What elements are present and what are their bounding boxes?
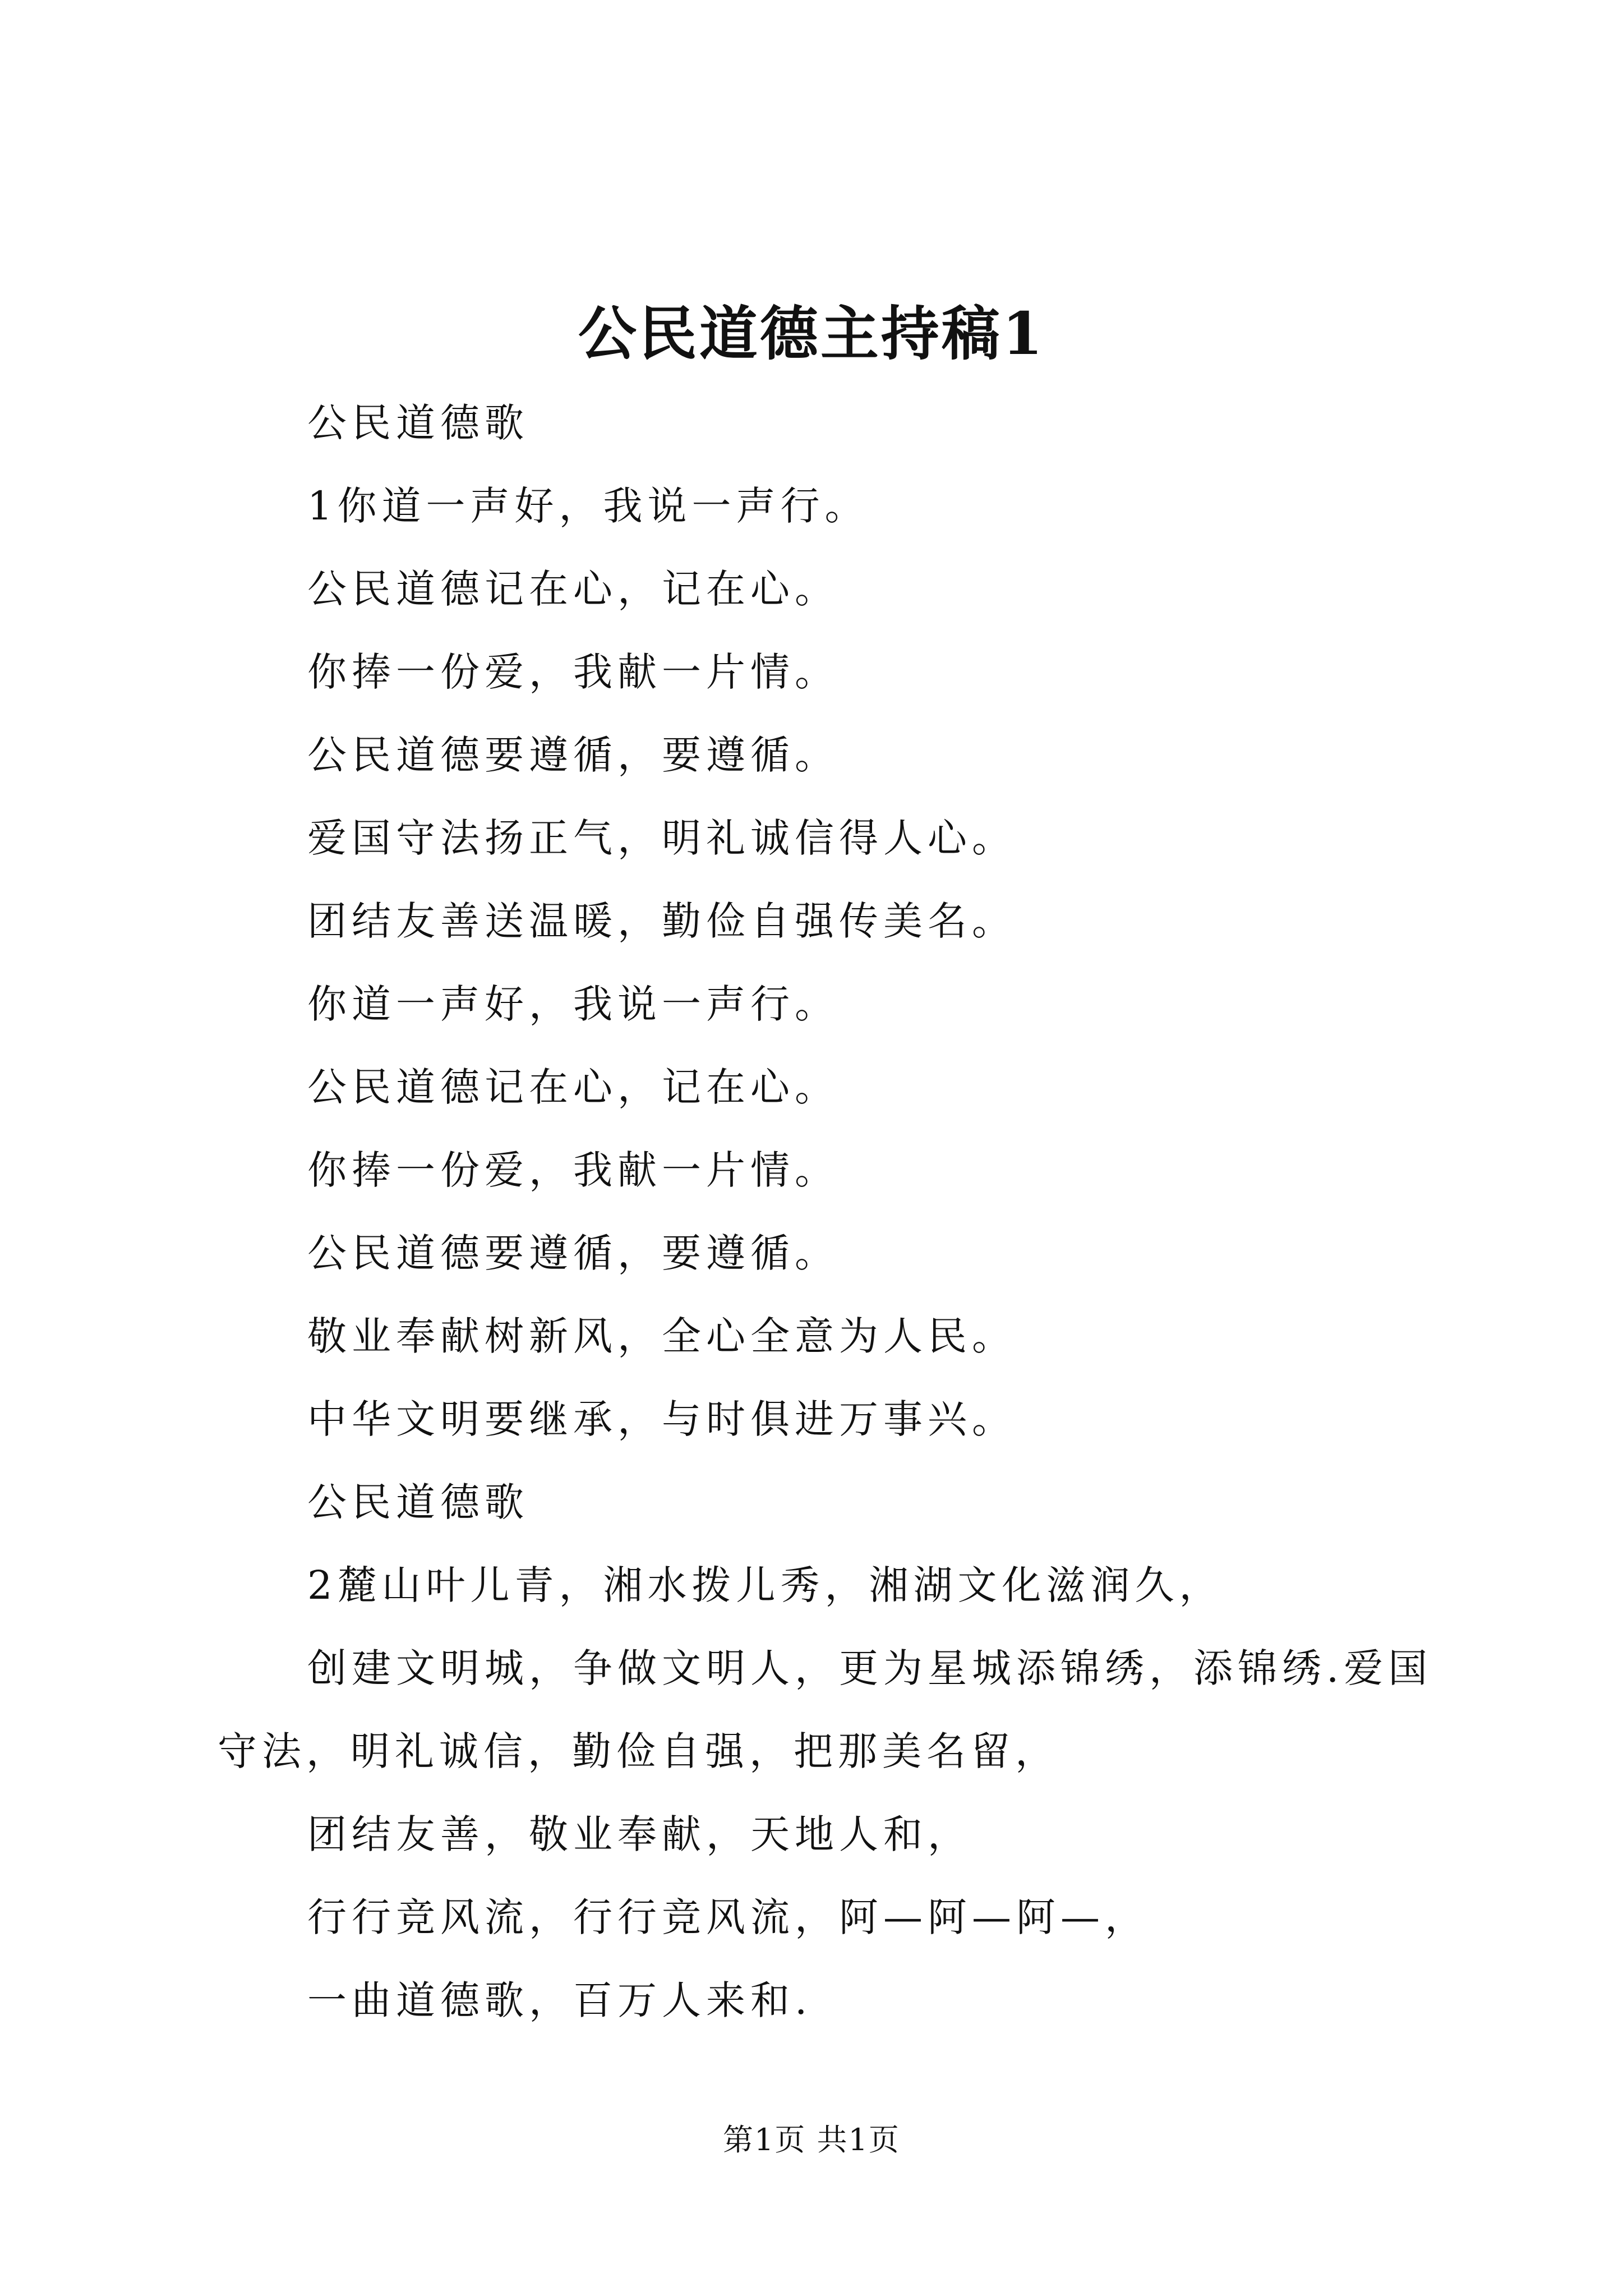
paragraph: 公民道德歌: [307, 1479, 529, 1525]
paragraph: 公民道德歌: [307, 400, 529, 446]
paragraph: 敬业奉献树新风，全心全意为人民。: [307, 1313, 1016, 1359]
paragraph: 你捧一份爱，我献一片情。: [307, 649, 839, 695]
document-body: [218, 381, 1440, 2042]
paragraph: 你道一声好，我说一声行。: [307, 981, 839, 1027]
paragraph: 1你道一声好，我说一声行。: [307, 483, 869, 529]
paragraph: 爱国守法扬正气，明礼诚信得人心。: [307, 815, 1016, 861]
paragraph: 公民道德要遵循，要遵循。: [307, 732, 839, 778]
paragraph: 2麓山叶儿青，湘水拨儿秀，湘湖文化滋润久，: [307, 1562, 1224, 1608]
paragraph: 你捧一份爱，我献一片情。: [307, 1147, 839, 1193]
paragraph: 中华文明要继承，与时俱进万事兴。: [307, 1396, 1016, 1442]
paragraph: 一曲道德歌，百万人来和.: [307, 1977, 813, 2023]
document-title: 公民道德主持稿1: [578, 299, 1045, 368]
paragraph: 公民道德要遵循，要遵循。: [307, 1230, 839, 1276]
paragraph: 团结友善，敬业奉献，天地人和，: [307, 1811, 972, 1857]
paragraph: 公民道德记在心，记在心。: [307, 1064, 839, 1110]
paragraph: 创建文明城，争做文明人，更为星城添锦绣，添锦绣.爱国守法，明礼诚信，勤俭自强，把那美名留，: [218, 1645, 1433, 1774]
paragraph: 公民道德记在心，记在心。: [307, 566, 839, 612]
paragraph: 团结友善送温暖，勤俭自强传美名。: [307, 898, 1016, 944]
paragraph: 行行竞风流，行行竞风流，阿—阿—阿—，: [307, 1894, 1149, 1940]
page-footer: 第1页 共1页: [723, 2122, 900, 2157]
